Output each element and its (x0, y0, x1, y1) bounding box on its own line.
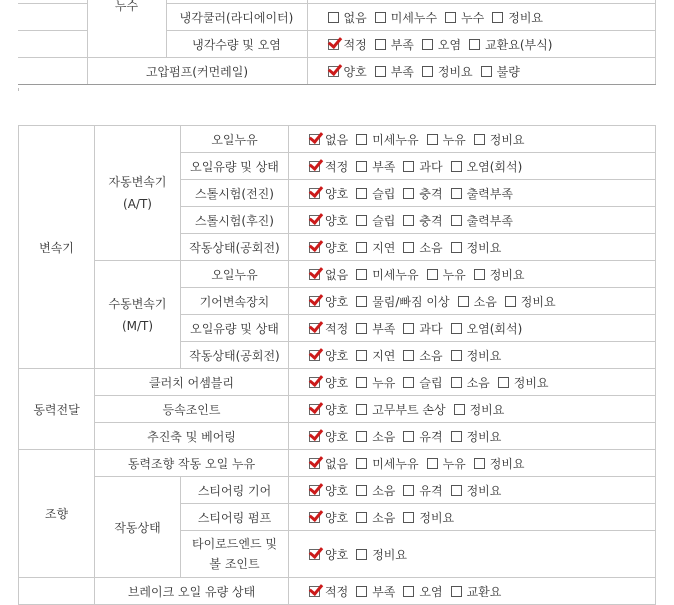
option-item[interactable] (328, 36, 367, 53)
option-cell (289, 153, 656, 180)
option-item[interactable] (309, 401, 348, 418)
option-item[interactable] (309, 428, 348, 445)
option-item[interactable] (356, 185, 395, 202)
option-label: 양호 (325, 348, 349, 363)
option-item[interactable] (403, 509, 454, 526)
unchecked-checkbox-icon[interactable] (356, 458, 367, 469)
option-item[interactable] (309, 131, 348, 148)
option-label: 미세누수 (390, 10, 438, 25)
option-label: 과다 (419, 321, 443, 336)
option-label: 오염(회석) (466, 321, 523, 336)
section-label-power: 동력전달 (19, 369, 95, 450)
option-item[interactable] (356, 401, 445, 418)
option-label: 물림/빠짐 이상 (372, 294, 450, 309)
option-label: 소음 (466, 375, 490, 390)
checked-checkbox-icon[interactable] (309, 323, 320, 334)
unchecked-checkbox-icon[interactable] (498, 377, 509, 388)
option-label: 소음 (372, 429, 396, 444)
option-label: 소음 (372, 483, 396, 498)
option-item[interactable] (356, 293, 449, 310)
option-item[interactable] (403, 185, 442, 202)
option-label: 양호 (325, 510, 349, 525)
unchecked-checkbox-icon[interactable] (356, 296, 367, 307)
option-label: 없음 (343, 10, 367, 25)
option-label: 없음 (325, 267, 349, 282)
unchecked-checkbox-icon[interactable] (422, 66, 433, 77)
unchecked-checkbox-icon[interactable] (356, 215, 367, 226)
option-label: 양호 (325, 429, 349, 444)
option-item[interactable] (451, 428, 502, 445)
row-label: 기어변속장치 (181, 288, 289, 315)
row-label: 브레이크 오일 유량 상태 (95, 578, 289, 605)
option-item[interactable] (505, 293, 556, 310)
unchecked-checkbox-icon[interactable] (451, 431, 462, 442)
option-cell (289, 342, 656, 369)
option-item[interactable] (451, 347, 502, 364)
option-item[interactable] (356, 212, 395, 229)
unchecked-checkbox-icon[interactable] (356, 377, 367, 388)
option-label: 소음 (419, 348, 443, 363)
checked-checkbox-icon[interactable] (309, 296, 320, 307)
option-cell (289, 207, 656, 234)
option-item[interactable] (451, 374, 490, 391)
option-cell (289, 234, 656, 261)
option-label: 부족 (372, 321, 396, 336)
option-item[interactable] (309, 509, 348, 526)
option-item[interactable] (356, 320, 395, 337)
option-item[interactable] (356, 131, 418, 148)
option-label: 유격 (419, 429, 443, 444)
unchecked-checkbox-icon[interactable] (451, 188, 462, 199)
option-item[interactable] (451, 185, 513, 202)
option-item[interactable] (309, 158, 348, 175)
option-label: 정비요 (466, 348, 502, 363)
unchecked-checkbox-icon[interactable] (356, 431, 367, 442)
option-item[interactable] (445, 9, 484, 26)
unchecked-checkbox-icon[interactable] (356, 161, 367, 172)
unchecked-checkbox-icon[interactable] (375, 66, 386, 77)
option-cell (289, 126, 656, 153)
option-item[interactable] (309, 546, 348, 563)
option-item[interactable] (451, 212, 513, 229)
option-label: 정비요 (437, 64, 473, 79)
option-label: 지연 (372, 240, 396, 255)
option-item[interactable] (356, 266, 418, 283)
unchecked-checkbox-icon[interactable] (375, 39, 386, 50)
option-item[interactable] (427, 131, 466, 148)
option-label: 정비요 (489, 132, 525, 147)
option-item[interactable] (451, 158, 523, 175)
option-label: 정비요 (372, 547, 407, 562)
option-label: 정비요 (466, 240, 502, 255)
section-label-steering: 조향 (19, 450, 95, 578)
option-label: 지연 (372, 348, 396, 363)
option-item[interactable] (309, 482, 348, 499)
option-label: 부족 (372, 584, 396, 599)
option-item[interactable] (403, 374, 442, 391)
unchecked-checkbox-icon[interactable] (451, 215, 462, 226)
option-label: 소음 (372, 510, 396, 525)
option-label: 미세누유 (372, 267, 419, 282)
option-item[interactable] (356, 482, 395, 499)
option-item[interactable] (356, 546, 407, 563)
option-cell (289, 396, 656, 423)
checked-checkbox-icon[interactable] (328, 66, 339, 77)
option-item[interactable] (309, 374, 348, 391)
option-cell (289, 180, 656, 207)
option-cell (289, 578, 656, 605)
unchecked-checkbox-icon[interactable] (356, 404, 367, 415)
option-item[interactable] (458, 293, 497, 310)
option-label: 양호 (325, 375, 349, 390)
option-cell (289, 288, 656, 315)
unchecked-checkbox-icon[interactable] (403, 188, 414, 199)
option-item[interactable] (403, 347, 442, 364)
option-label: 누수 (461, 10, 485, 25)
option-item[interactable] (356, 239, 395, 256)
unchecked-checkbox-icon[interactable] (427, 134, 438, 145)
option-cell (289, 477, 656, 504)
unchecked-checkbox-icon[interactable] (427, 269, 438, 280)
option-item[interactable] (356, 583, 395, 600)
unchecked-checkbox-icon[interactable] (403, 512, 414, 523)
option-label: 부족 (390, 37, 414, 52)
checked-checkbox-icon[interactable] (309, 458, 320, 469)
option-label: 정비요 (466, 429, 502, 444)
unchecked-checkbox-icon[interactable] (403, 377, 414, 388)
unchecked-checkbox-icon[interactable] (474, 458, 485, 469)
option-item[interactable] (328, 63, 367, 80)
unchecked-checkbox-icon[interactable] (403, 242, 414, 253)
option-label: 양호 (325, 294, 349, 309)
row-label: 동력조향 작동 오일 누유 (95, 450, 289, 477)
option-item[interactable] (403, 158, 442, 175)
option-cell (307, 58, 656, 85)
unchecked-checkbox-icon[interactable] (492, 12, 503, 23)
option-item[interactable] (403, 428, 442, 445)
checked-checkbox-icon[interactable] (309, 431, 320, 442)
unchecked-checkbox-icon[interactable] (422, 39, 433, 50)
unchecked-checkbox-icon[interactable] (451, 161, 462, 172)
row-label: 스톨시험(전진) (181, 180, 289, 207)
option-label: 정비요 (520, 294, 556, 309)
section-label (87, 0, 166, 58)
row-label: 오일누유 (181, 126, 289, 153)
unchecked-checkbox-icon[interactable] (356, 134, 367, 145)
row-label: 클러치 어셈블리 (95, 369, 289, 396)
option-item[interactable] (309, 455, 348, 472)
option-item[interactable] (481, 63, 520, 80)
option-label: 부족 (372, 159, 396, 174)
option-label: 양호 (343, 64, 367, 79)
option-label: 출력부족 (466, 213, 513, 228)
row-label: 작동상태(공회전) (181, 342, 289, 369)
option-label: 과다 (419, 159, 443, 174)
option-item[interactable] (356, 158, 395, 175)
subsection-label-operation: 작동상태 (95, 477, 181, 578)
option-label: 없음 (325, 132, 349, 147)
row-label: 오일유량 및 상태 (181, 153, 289, 180)
checked-checkbox-icon[interactable] (328, 39, 339, 50)
option-cell (289, 369, 656, 396)
option-label: 양호 (325, 186, 349, 201)
option-label: 불량 (496, 64, 520, 79)
unchecked-checkbox-icon[interactable] (451, 377, 462, 388)
option-item[interactable] (403, 320, 442, 337)
unchecked-checkbox-icon[interactable] (356, 188, 367, 199)
option-label: 오염 (437, 37, 462, 52)
option-label: 출력부족 (466, 186, 513, 201)
unchecked-checkbox-icon[interactable] (403, 586, 414, 597)
unchecked-checkbox-icon[interactable] (454, 404, 465, 415)
unchecked-checkbox-icon[interactable] (469, 39, 480, 50)
option-label: 소음 (419, 240, 443, 255)
option-item[interactable] (422, 63, 473, 80)
option-label: 오염 (419, 584, 443, 599)
option-item[interactable] (356, 455, 418, 472)
option-item[interactable] (403, 239, 442, 256)
option-label: 정비요 (513, 375, 549, 390)
unchecked-checkbox-icon[interactable] (451, 242, 462, 253)
unchecked-checkbox-icon[interactable] (356, 586, 367, 597)
unchecked-checkbox-icon[interactable] (403, 431, 414, 442)
option-label: 부족 (390, 64, 414, 79)
unchecked-checkbox-icon[interactable] (481, 66, 492, 77)
option-label: 양호 (325, 240, 349, 255)
option-label: 정비요 (469, 402, 505, 417)
divider (18, 88, 19, 91)
checked-checkbox-icon[interactable] (309, 242, 320, 253)
option-item[interactable] (474, 131, 525, 148)
checked-checkbox-icon[interactable] (309, 549, 320, 560)
unchecked-checkbox-icon[interactable] (403, 161, 414, 172)
option-item[interactable] (375, 36, 414, 53)
checked-checkbox-icon[interactable] (309, 377, 320, 388)
row-label: 고압펌프(커먼레일) (87, 58, 307, 85)
option-item[interactable] (356, 347, 395, 364)
option-cell (307, 4, 656, 31)
unchecked-checkbox-icon[interactable] (474, 134, 485, 145)
option-label: 미세누유 (372, 456, 419, 471)
option-label: 정비요 (508, 10, 544, 25)
option-label: 없음 (325, 456, 349, 471)
option-cell (289, 423, 656, 450)
option-cell (289, 450, 656, 477)
option-label: 양호 (325, 402, 349, 417)
unchecked-checkbox-icon[interactable] (451, 586, 462, 597)
option-label: 충격 (419, 186, 443, 201)
option-item[interactable] (356, 509, 395, 526)
option-item[interactable] (427, 455, 466, 472)
checked-checkbox-icon[interactable] (309, 586, 320, 597)
option-item[interactable] (422, 36, 461, 53)
option-item[interactable] (356, 428, 395, 445)
option-label: 소음 (473, 294, 497, 309)
option-item[interactable] (451, 320, 523, 337)
option-label: 누유 (372, 375, 396, 390)
option-item[interactable] (309, 320, 348, 337)
unchecked-checkbox-icon[interactable] (445, 12, 456, 23)
option-item[interactable] (451, 482, 502, 499)
unchecked-checkbox-icon[interactable] (356, 485, 367, 496)
checked-checkbox-icon[interactable] (309, 188, 320, 199)
option-label: 충격 (419, 213, 443, 228)
row-label: 타이로드엔드 및 볼 조인트 (181, 531, 289, 578)
checked-checkbox-icon[interactable] (309, 269, 320, 280)
unchecked-checkbox-icon[interactable] (356, 242, 367, 253)
unchecked-checkbox-icon[interactable] (356, 350, 367, 361)
option-item[interactable] (451, 239, 502, 256)
option-item[interactable] (309, 293, 348, 310)
row-label: 등속조인트 (95, 396, 289, 423)
option-item[interactable] (328, 9, 367, 26)
row-label: 냉각수량 및 오염 (166, 31, 307, 58)
row-label: 스톨시험(후진) (181, 207, 289, 234)
option-item[interactable] (451, 583, 502, 600)
option-item[interactable] (498, 374, 549, 391)
option-label: 미세누유 (372, 132, 419, 147)
option-item[interactable] (403, 482, 442, 499)
option-label: 정비요 (419, 510, 455, 525)
unchecked-checkbox-icon[interactable] (451, 323, 462, 334)
checked-checkbox-icon[interactable] (309, 485, 320, 496)
option-label: 적정 (343, 37, 367, 52)
checked-checkbox-icon[interactable] (309, 134, 320, 145)
option-label: 슬립 (372, 213, 396, 228)
unchecked-checkbox-icon[interactable] (403, 485, 414, 496)
option-item[interactable] (309, 185, 348, 202)
option-cell (289, 315, 656, 342)
row-label: 스티어링 기어 (181, 477, 289, 504)
option-item[interactable] (309, 347, 348, 364)
checked-checkbox-icon[interactable] (309, 512, 320, 523)
option-label: 누유 (442, 132, 466, 147)
option-label: 정비요 (489, 456, 525, 471)
unchecked-checkbox-icon[interactable] (451, 485, 462, 496)
unchecked-checkbox-icon[interactable] (356, 512, 367, 523)
option-label: 적정 (325, 159, 349, 174)
option-label: 적정 (325, 321, 349, 336)
option-label: 정비요 (466, 483, 502, 498)
group-label: 누수 (114, 0, 139, 13)
option-label: 고무부트 손상 (372, 402, 446, 417)
option-cell (289, 504, 656, 531)
option-label: 슬립 (372, 186, 396, 201)
option-label: 양호 (325, 547, 349, 562)
option-item[interactable] (309, 583, 348, 600)
unchecked-checkbox-icon[interactable] (356, 269, 367, 280)
option-item[interactable] (469, 36, 552, 53)
unchecked-checkbox-icon[interactable] (356, 549, 367, 560)
row-label: 추진축 및 베어링 (95, 423, 289, 450)
unchecked-checkbox-icon[interactable] (403, 323, 414, 334)
option-item[interactable] (454, 401, 505, 418)
option-item[interactable] (375, 63, 414, 80)
unchecked-checkbox-icon[interactable] (375, 12, 386, 23)
section-label-brake (19, 578, 95, 605)
unchecked-checkbox-icon[interactable] (505, 296, 516, 307)
row-label: 작동상태(공회전) (181, 234, 289, 261)
checked-checkbox-icon[interactable] (309, 215, 320, 226)
unchecked-checkbox-icon[interactable] (403, 215, 414, 226)
unchecked-checkbox-icon[interactable] (451, 350, 462, 361)
option-item[interactable] (474, 266, 525, 283)
option-label: 누유 (442, 267, 466, 282)
option-label: 양호 (325, 483, 349, 498)
row-label: 냉각쿨러(라디에이터) (166, 4, 307, 31)
cooling-table (18, 0, 656, 85)
option-item[interactable] (356, 374, 395, 391)
checked-checkbox-icon[interactable] (309, 350, 320, 361)
subsection-label-manual: 수동변속기 (M/T) (95, 261, 181, 369)
checked-checkbox-icon[interactable] (309, 161, 320, 172)
option-label: 양호 (325, 213, 349, 228)
checked-checkbox-icon[interactable] (309, 404, 320, 415)
option-label: 교환요(부식) (485, 37, 553, 52)
option-label: 유격 (419, 483, 443, 498)
unchecked-checkbox-icon[interactable] (474, 269, 485, 280)
row-label: 스티어링 펌프 (181, 504, 289, 531)
row-label: 오일유량 및 상태 (181, 315, 289, 342)
option-item[interactable] (474, 455, 525, 472)
unchecked-checkbox-icon[interactable] (356, 323, 367, 334)
option-item[interactable] (427, 266, 466, 283)
unchecked-checkbox-icon[interactable] (328, 12, 339, 23)
subsection-label-auto: 자동변속기 (A/T) (95, 126, 181, 261)
option-cell (307, 31, 656, 58)
option-item[interactable] (375, 9, 437, 26)
option-label: 교환요 (466, 584, 502, 599)
option-label: 적정 (325, 584, 349, 599)
inspection-table (18, 125, 656, 605)
option-item[interactable] (403, 212, 442, 229)
section-label-transmission: 변속기 (19, 126, 95, 369)
option-label: 누유 (442, 456, 466, 471)
option-item[interactable] (492, 9, 543, 26)
option-item[interactable] (309, 239, 348, 256)
option-cell (289, 261, 656, 288)
option-cell (289, 531, 656, 578)
option-item[interactable] (309, 212, 348, 229)
option-label: 오염(회석) (466, 159, 523, 174)
unchecked-checkbox-icon[interactable] (427, 458, 438, 469)
option-label: 정비요 (489, 267, 525, 282)
option-item[interactable] (403, 583, 442, 600)
row-label: 오일누유 (181, 261, 289, 288)
option-label: 슬립 (419, 375, 443, 390)
option-item[interactable] (309, 266, 348, 283)
unchecked-checkbox-icon[interactable] (458, 296, 469, 307)
unchecked-checkbox-icon[interactable] (403, 350, 414, 361)
